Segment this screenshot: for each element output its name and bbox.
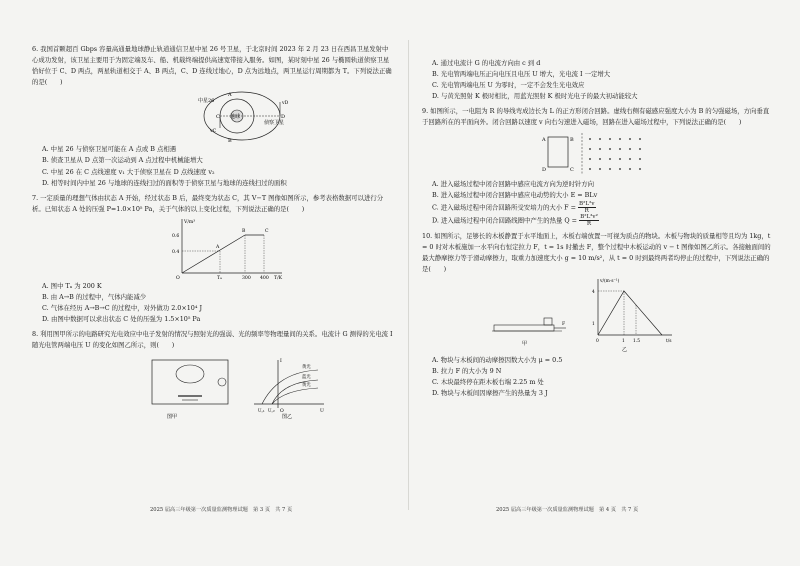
point-B: B [228,138,232,145]
q7-vt-graph [32,215,292,281]
q8-O: O [280,408,284,414]
left-footer: 2025 届高三年级第一次质量监测物理试题 第 3 页 共 7 页 [150,507,293,513]
vc-label: vC [210,129,217,135]
q7-xlabel: T/K [274,275,283,281]
fig-yi-label: 图乙 [282,413,293,420]
q8-option-c: C. 光电管两端电压 U 为零时，一定不会发生光电效应 [432,81,585,90]
field-dots [589,138,641,170]
q10-figures [422,275,742,355]
q10-yi: 乙 [622,347,628,354]
q6-orbit-figure [32,88,292,144]
q7-A: A [216,244,220,250]
q10-option-b: B. 拉力 F 的大小为 9 N [432,367,502,376]
q7-y1: 0.6 [172,233,180,239]
q10-stem: 10. 如图所示，足够长的木板静置于水平地面上，木板右端放置一可视为质点的物块。木板与物块的质量相等且均为 1kg，t = 0 时对木板施加一水平向右恒定拉力 F，t = 1s 时撤去 F，整个过程中木板运动的 v − t 图像如图乙所示。各接触面间的最大静摩擦力等于滑动摩擦力，取重力加速度大小 g = 10 m/s²，从 t = 0 时到最终两者均停止的过程中，下列说法正确的是( ) [422,231,771,274]
q7-ylabel: V/m³ [184,219,196,225]
fig-jia-label: 图甲 [167,413,178,420]
q6-option-a: A. 中星 26 与侦察卫星可能在 A 点或 B 点相遇 [42,145,177,154]
q8-option-d: D. 与黄光照射 K 极时相比，用蓝光照射 K 极时光电子的最大初动能较大 [432,92,638,101]
earth-label: 地球 [230,114,241,121]
q7-x2: 300 [242,275,251,281]
vd-label: vD [282,101,289,107]
q8-figures [32,352,332,426]
q9-option-d [432,214,772,227]
zx26-label: 中星26 [198,98,215,105]
q8-light1: 黄光 [302,364,311,370]
q9-B: B [570,136,574,143]
q9-c-den: R [584,207,589,214]
q10-tlabel: t/s [666,339,672,345]
q7-option-a: A. 图中 Tₐ 为 200 K [42,281,102,290]
q9-stem: 9. 如图所示，一电阻为 R 的导线弯成边长为 L 的正方形闭合回路。虚线右侧有磁感应强度大小为 B 的匀强磁场，方向垂直于回路所在的平面向外。闭合回路以速度 v 向右匀速进入磁场，回路在进入磁场过程中，下列说法正确的是( ) [422,107,770,127]
q9-D: D [542,166,547,173]
q6-stem: 6. 我国首颗超百 Gbps 容量高通量地球静止轨道通信卫星中星 26 号卫星，于北京时间 2023 年 2 月 23 日在西昌卫星发射中心成功发射，该卫星主要用于为固定端及车、船、机载终端提供高速宽带接入服务。如图，某时刻中星 26 与椭圆轨道侦察卫星恰好位于 C、D 两点，两星轨道相交于 A、B 两点，C、D 连线过地心，D 点为远地点，两卫星运行周期都为 T。下列说法正确的是( ) [32,45,392,87]
q7-option-c: C. 气体在经历 A→B→C 的过程中，对外做功 2.0×10⁴ J [42,304,203,313]
q10-option-c: C. 木块最终停在距木板右端 2.25 m 处 [432,378,544,387]
q8-light2: 蓝光 [302,374,311,380]
q9-A: A [542,136,546,143]
q7-x1: Tₐ [217,275,222,281]
q10-option-a: A. 物块与木板间的动摩擦因数大小为 μ = 0.5 [432,356,563,365]
spy-sat-label: 侦察卫星 [264,120,285,127]
point-A: A [228,92,232,99]
q8-option-b: B. 光电管两端电压正向电压且电压 U 增大，光电流 I 一定增大 [432,70,611,79]
q9-d-num: B²L³v² [580,213,598,220]
q10-jia: 甲 [522,341,528,348]
q10-v2: 1 [592,322,595,328]
q9-c-fraction [578,201,595,214]
q8-light3: 黄光 [302,382,311,388]
q10-t1: 0 [596,339,599,345]
q7-x3: 400 [260,275,269,281]
q9-C: C [570,166,574,173]
q7-C: C [265,228,269,234]
q7-origin: O [176,275,180,281]
q10-F: F [562,322,566,328]
q10-t2: 1 [622,339,625,345]
right-page [422,58,772,400]
q9-option-a: A. 进入磁场过程中闭合回路中感应电流方向为逆时针方向 [432,179,595,188]
q7-B: B [242,228,246,234]
q8-stem: 8. 利用图甲所示的电路研究光电效应中电子发射的情况与照射光的强弱、光的频率等物理量间的关系。电流计 G 测得的光电流 I 随光电管两端电压 U 的变化如图乙所示，则( ) [32,330,393,350]
q6-option-b: B. 侦查卫星从 D 点第一次运动到 A 点过程中机械能增大 [42,156,203,165]
q9-option-b: B. 进入磁场过程中闭合回路中感应电动势的大小 E = BLv [432,190,598,199]
q8-uc2: U꜀₂ [268,407,275,413]
left-page [32,44,394,426]
q9-d-den: R [586,220,592,227]
q9-option-d-text: D. 进入磁场过程中闭合回路线圈中产生的热量 Q = [432,216,578,225]
point-C: C [216,114,220,121]
q8-I: I [280,358,282,364]
point-D: D [281,114,286,121]
page-divider [408,40,409,510]
q7-stem: 7. 一定质量的理想气体由状态 A 开始，经过状态 B 后，最终变为状态 C，其 V−T 图像如图所示，参考表格数据可以进行分析。已知状态 A 处的压强 P=1.0×10⁵ Pa，关于气体的以上变化过程，下列说法正确的是( ) [32,193,384,213]
q8-U: U [320,408,324,414]
q8-option-a: A. 通过电流计 G 的电流方向由 c 到 d [432,59,541,67]
right-footer: 2025 届高三年级第一次质量监测物理试题 第 4 页 共 7 页 [496,507,639,513]
q7-option-b: B. 由 A→B 的过程中，气体内能减少 [42,293,147,302]
q9-field-figure [422,129,722,179]
q10-option-d: D. 物块与木板间因摩擦产生的热量为 3 J [432,389,548,398]
q10-vlabel: v/(m·s⁻¹) [600,279,620,285]
q7-option-d: D. 由图中数据可以求出状态 C 处的压强为 1.5×10⁵ Pa [42,315,201,324]
q7-y2: 0.4 [172,249,180,255]
q9-c-num: B²L²v [579,200,595,207]
q9-option-c-text: C. 进入磁场过程中闭合回路所受安培力的大小 F = [432,203,576,212]
q8-uc1: U꜀₁ [258,407,265,413]
q9-option-c [432,201,772,214]
q6-option-c: C. 中星 26 在 C 点线速度 v₁ 大于侦察卫星在 D 点线速度 v₂ [42,167,215,176]
q10-t3: 1.5 [633,339,640,345]
q9-d-fraction [579,214,599,227]
q10-v1: 4 [592,290,595,296]
q6-option-d: D. 相等时间内中星 26 与地球的连线扫过的面积等于侦察卫星与地球的连线扫过的面积 [42,178,287,187]
